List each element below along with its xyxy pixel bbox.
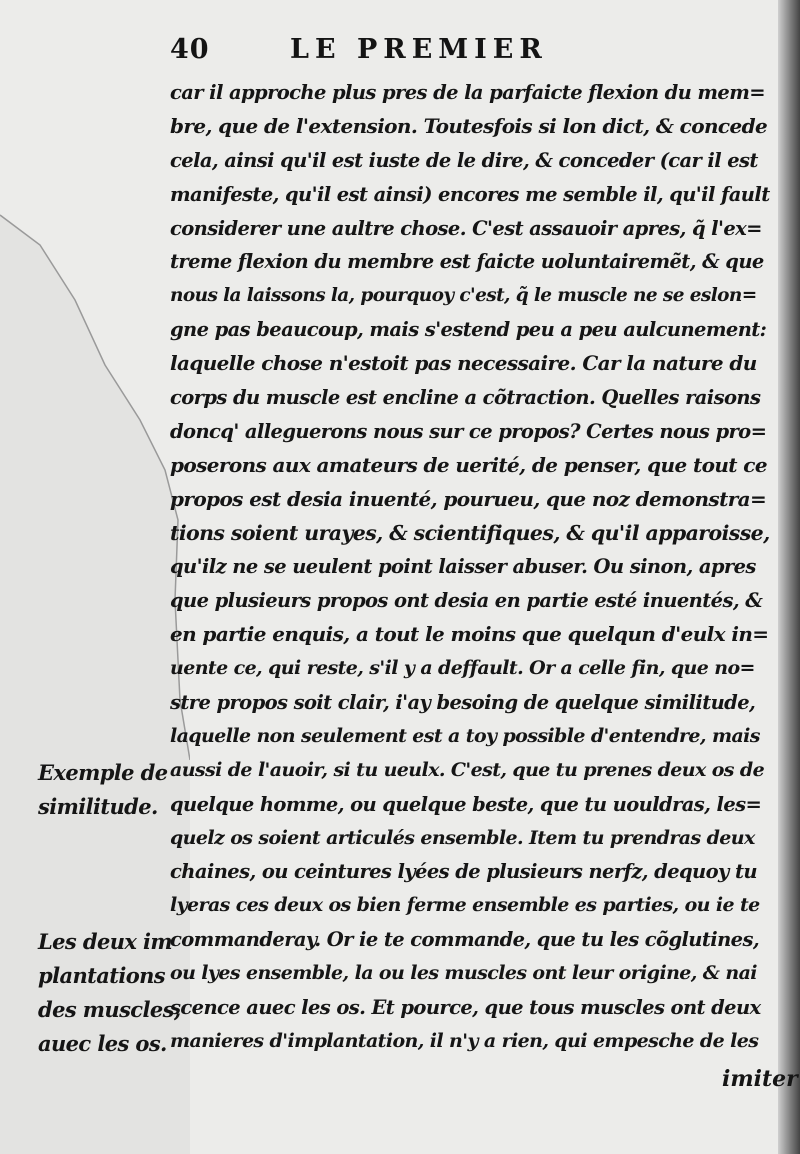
margin-note-implantations bbox=[38, 925, 181, 1061]
margin-note-line: Les deux im bbox=[38, 929, 173, 954]
text-line: doncq' alleguerons nous sur ce propos? Certes nous pro= bbox=[170, 419, 767, 443]
running-header bbox=[170, 34, 610, 65]
text-line: laquelle non seulement est a toy possible d'entendre, mais bbox=[170, 724, 760, 747]
text-line: corps du muscle est encline a cõtraction. Quelles raisons bbox=[170, 386, 761, 410]
text-line: quelque homme, ou quelque beste, que tu uouldras, les= bbox=[170, 792, 762, 816]
text-line: en partie enquis, a tout le moins que quelqun d'eulx in= bbox=[170, 622, 769, 647]
margin-note-line: des muscles, bbox=[38, 997, 181, 1022]
margin-note-line: plantations bbox=[38, 963, 166, 988]
text-line: aussi de l'auoir, si tu ueulx. C'est, que tu prenes deux os de bbox=[170, 758, 765, 781]
text-line: que plusieurs propos ont desia en partie esté inuentés, & bbox=[170, 589, 763, 613]
text-line: laquelle chose n'estoit pas necessaire. Car la nature du bbox=[170, 351, 757, 376]
text-line: car il approche plus pres de la parfaicte flexion du mem= bbox=[170, 81, 766, 104]
text-line: cela, ainsi qu'il est iuste de le dire, & conceder (car il est bbox=[170, 148, 758, 172]
text-line: treme flexion du membre est faicte uoluntairemẽt, & que bbox=[170, 250, 764, 274]
catchword: imiter bbox=[722, 1066, 798, 1092]
text-line: tions soient urayes, & scientifiques, & qu'il apparoisse, bbox=[170, 520, 770, 545]
text-line: considerer une aultre chose. C'est assauoir apres, q̃ l'ex= bbox=[170, 216, 762, 240]
text-line: chaines, ou ceintures lyées de plusieurs nerfz, dequoy tu bbox=[170, 860, 757, 884]
text-line: qu'ilz ne se ueulent point laisser abuser. Ou sinon, apres bbox=[170, 555, 756, 579]
text-line: lyeras ces deux os bien ferme ensemble es parties, ou ie te bbox=[170, 894, 760, 917]
margin-note-line: Exemple de bbox=[38, 760, 168, 785]
text-line: poserons aux amateurs de uerité, de penser, que tout ce bbox=[170, 452, 767, 477]
margin-note-exemple bbox=[38, 756, 178, 824]
text-line: commanderay. Or ie te commande, que tu les cõglutines, bbox=[170, 928, 760, 952]
text-line: quelz os soient articulés ensemble. Item tu prendras deux bbox=[170, 826, 755, 849]
page-binding-shadow bbox=[778, 0, 800, 1154]
text-line: ou lyes ensemble, la ou les muscles ont leur origine, & nai bbox=[170, 962, 757, 985]
text-line: gne pas beaucoup, mais s'estend peu a peu aulcunement: bbox=[170, 318, 767, 342]
text-line: propos est desia inuenté, pourueu, que noz demonstra= bbox=[170, 486, 767, 511]
page-number: 40 bbox=[170, 34, 210, 65]
text-line: stre propos soit clair, i'ay besoing de quelque similitude, bbox=[170, 691, 756, 715]
margin-note-line: auec les os. bbox=[38, 1031, 167, 1056]
text-line: manifeste, qu'il est ainsi) encores me semble il, qu'il fault bbox=[170, 182, 770, 206]
main-text-block bbox=[170, 76, 770, 1059]
text-line: uente ce, qui reste, s'il y a deffault. Or a celle fin, que no= bbox=[170, 657, 755, 680]
text-line: nous la laissons la, pourquoy c'est, q̃ le muscle ne se eslon= bbox=[170, 285, 757, 307]
text-line: manieres d'implantation, il n'y a rien, qui empesche de les bbox=[170, 1029, 759, 1052]
running-title: LE PREMIER bbox=[290, 34, 548, 65]
text-line: scence auec les os. Et pource, que tous muscles ont deux bbox=[170, 996, 761, 1020]
text-line: bre, que de l'extension. Toutesfois si lon dict, & concede bbox=[170, 113, 768, 138]
margin-note-line: similitude. bbox=[38, 794, 158, 819]
